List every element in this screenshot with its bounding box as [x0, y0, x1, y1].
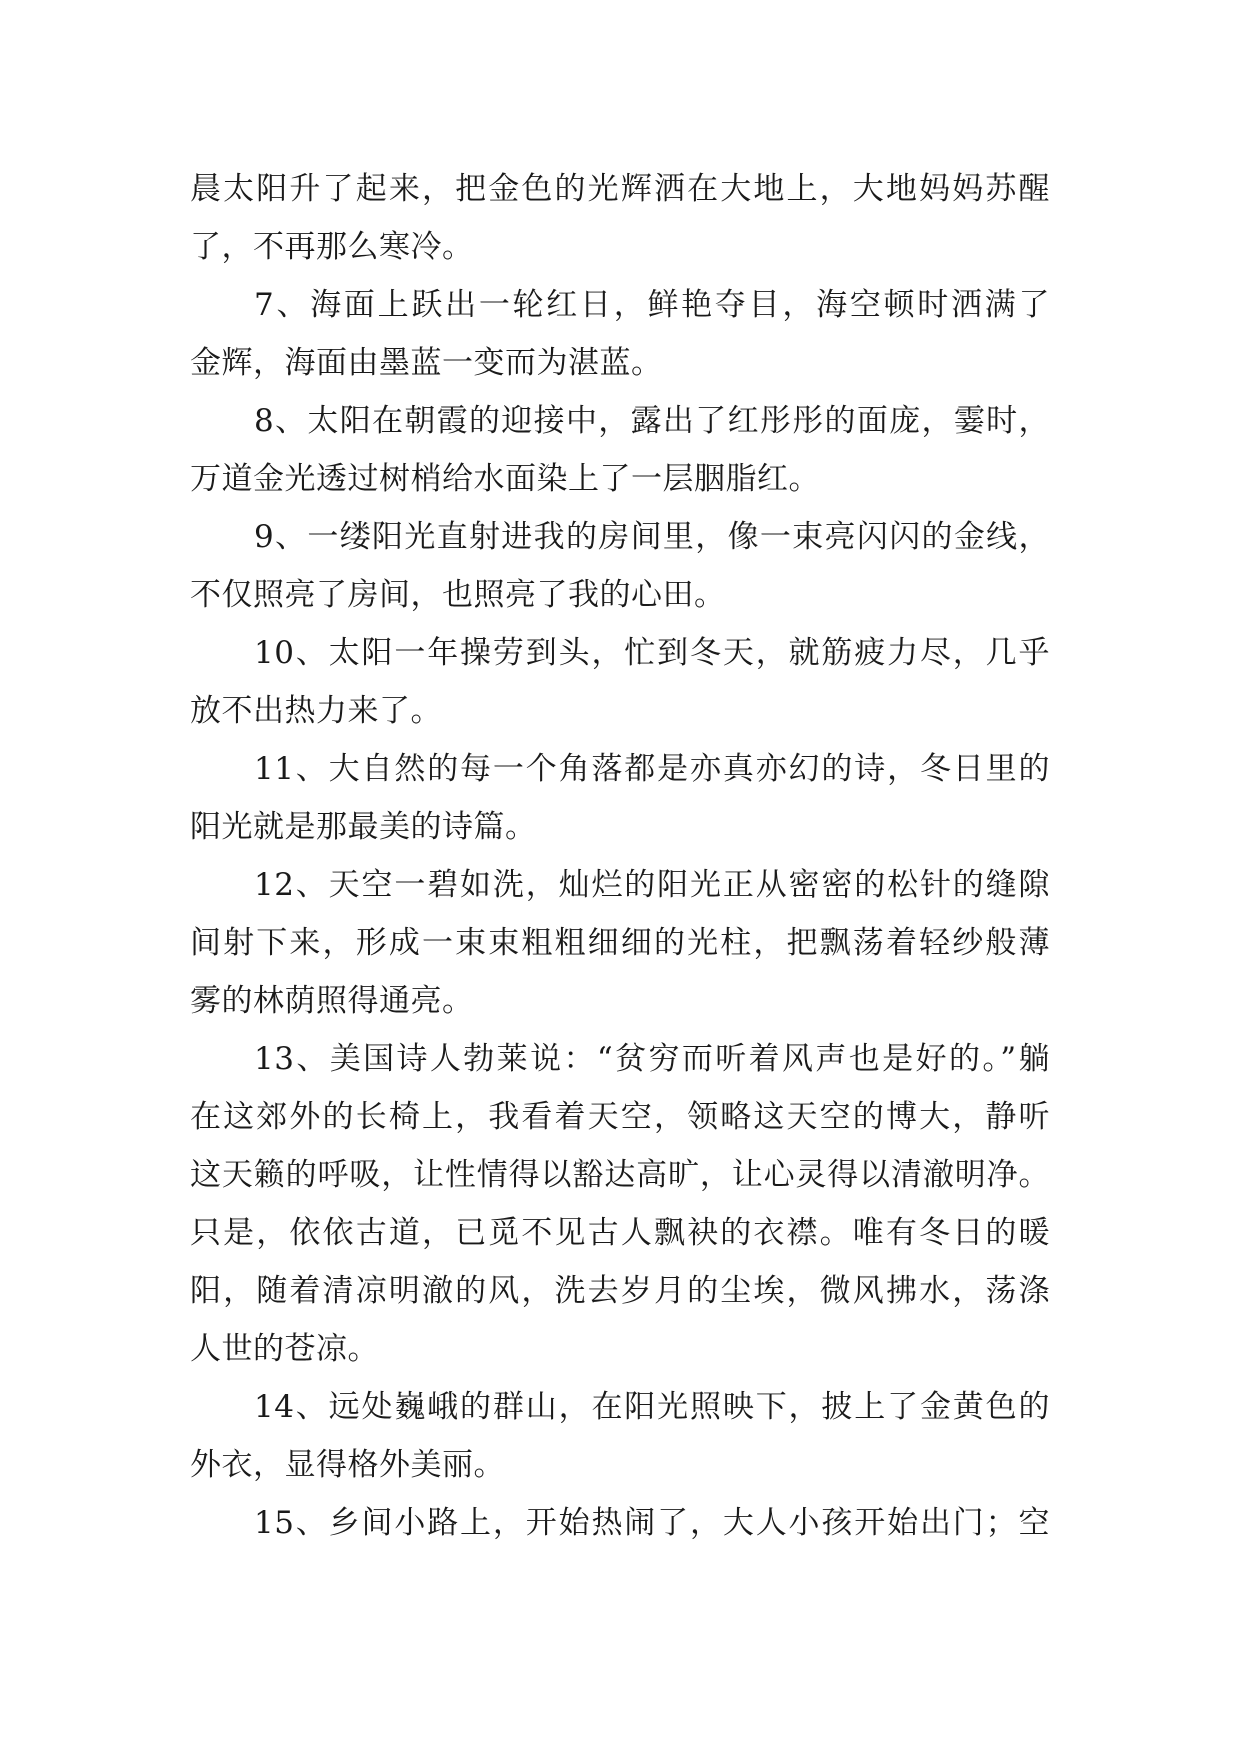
paragraph [190, 1494, 1050, 1552]
text-line: 万道金光透过树梢给水面染上了一层胭脂红。 [190, 461, 820, 497]
text-line: 雾的林荫照得通亮。 [190, 983, 474, 1019]
text-line: 阳光就是那最美的诗篇。 [190, 809, 537, 845]
text-line: 外衣，显得格外美丽。 [190, 1447, 505, 1483]
text-line: 8、太阳在朝霞的迎接中，露出了红彤彤的面庞，霎时， [254, 403, 1050, 439]
text-line: 14、远处巍峨的群山，在阳光照映下，披上了金黄色的 [254, 1389, 1050, 1425]
paragraph [190, 624, 1050, 740]
text-line: 了，不再那么寒冷。 [190, 229, 474, 265]
text-line: 13、美国诗人勃莱说：“贫穷而听着风声也是好的。”躺 [254, 1041, 1050, 1077]
text-line: 只是，依依古道，已觅不见古人飘袂的衣襟。唯有冬日的暖 [190, 1215, 1050, 1251]
paragraph [190, 160, 1050, 276]
text-line: 7、海面上跃出一轮红日，鲜艳夺目，海空顿时洒满了 [254, 287, 1050, 323]
text-line: 放不出热力来了。 [190, 693, 442, 729]
text-line: 这天籁的呼吸，让性情得以豁达高旷，让心灵得以清澈明净。 [190, 1157, 1050, 1193]
text-line: 晨太阳升了起来，把金色的光辉洒在大地上，大地妈妈苏醒 [190, 171, 1050, 207]
paragraph [190, 392, 1050, 508]
document-body [190, 160, 1050, 1552]
text-line: 在这郊外的长椅上，我看着天空，领略这天空的博大，静听 [190, 1099, 1050, 1135]
text-line: 15、乡间小路上，开始热闹了，大人小孩开始出门；空 [254, 1505, 1050, 1541]
paragraph [190, 276, 1050, 392]
text-line: 10、太阳一年操劳到头，忙到冬天，就筋疲力尽，几乎 [254, 635, 1050, 671]
text-line: 人世的苍凉。 [190, 1331, 379, 1367]
text-line: 12、天空一碧如洗，灿烂的阳光正从密密的松针的缝隙 [254, 867, 1050, 903]
text-line: 9、一缕阳光直射进我的房间里，像一束亮闪闪的金线， [254, 519, 1050, 555]
paragraph [190, 508, 1050, 624]
paragraph [190, 740, 1050, 856]
text-line: 不仅照亮了房间，也照亮了我的心田。 [190, 577, 726, 613]
text-line: 11、大自然的每一个角落都是亦真亦幻的诗，冬日里的 [254, 751, 1050, 787]
text-line: 间射下来，形成一束束粗粗细细的光柱，把飘荡着轻纱般薄 [190, 925, 1050, 961]
paragraph [190, 1030, 1050, 1378]
paragraph [190, 1378, 1050, 1494]
text-line: 阳，随着清凉明澈的风，洗去岁月的尘埃，微风拂水，荡涤 [190, 1273, 1050, 1309]
paragraph [190, 856, 1050, 1030]
text-line: 金辉，海面由墨蓝一变而为湛蓝。 [190, 345, 663, 381]
